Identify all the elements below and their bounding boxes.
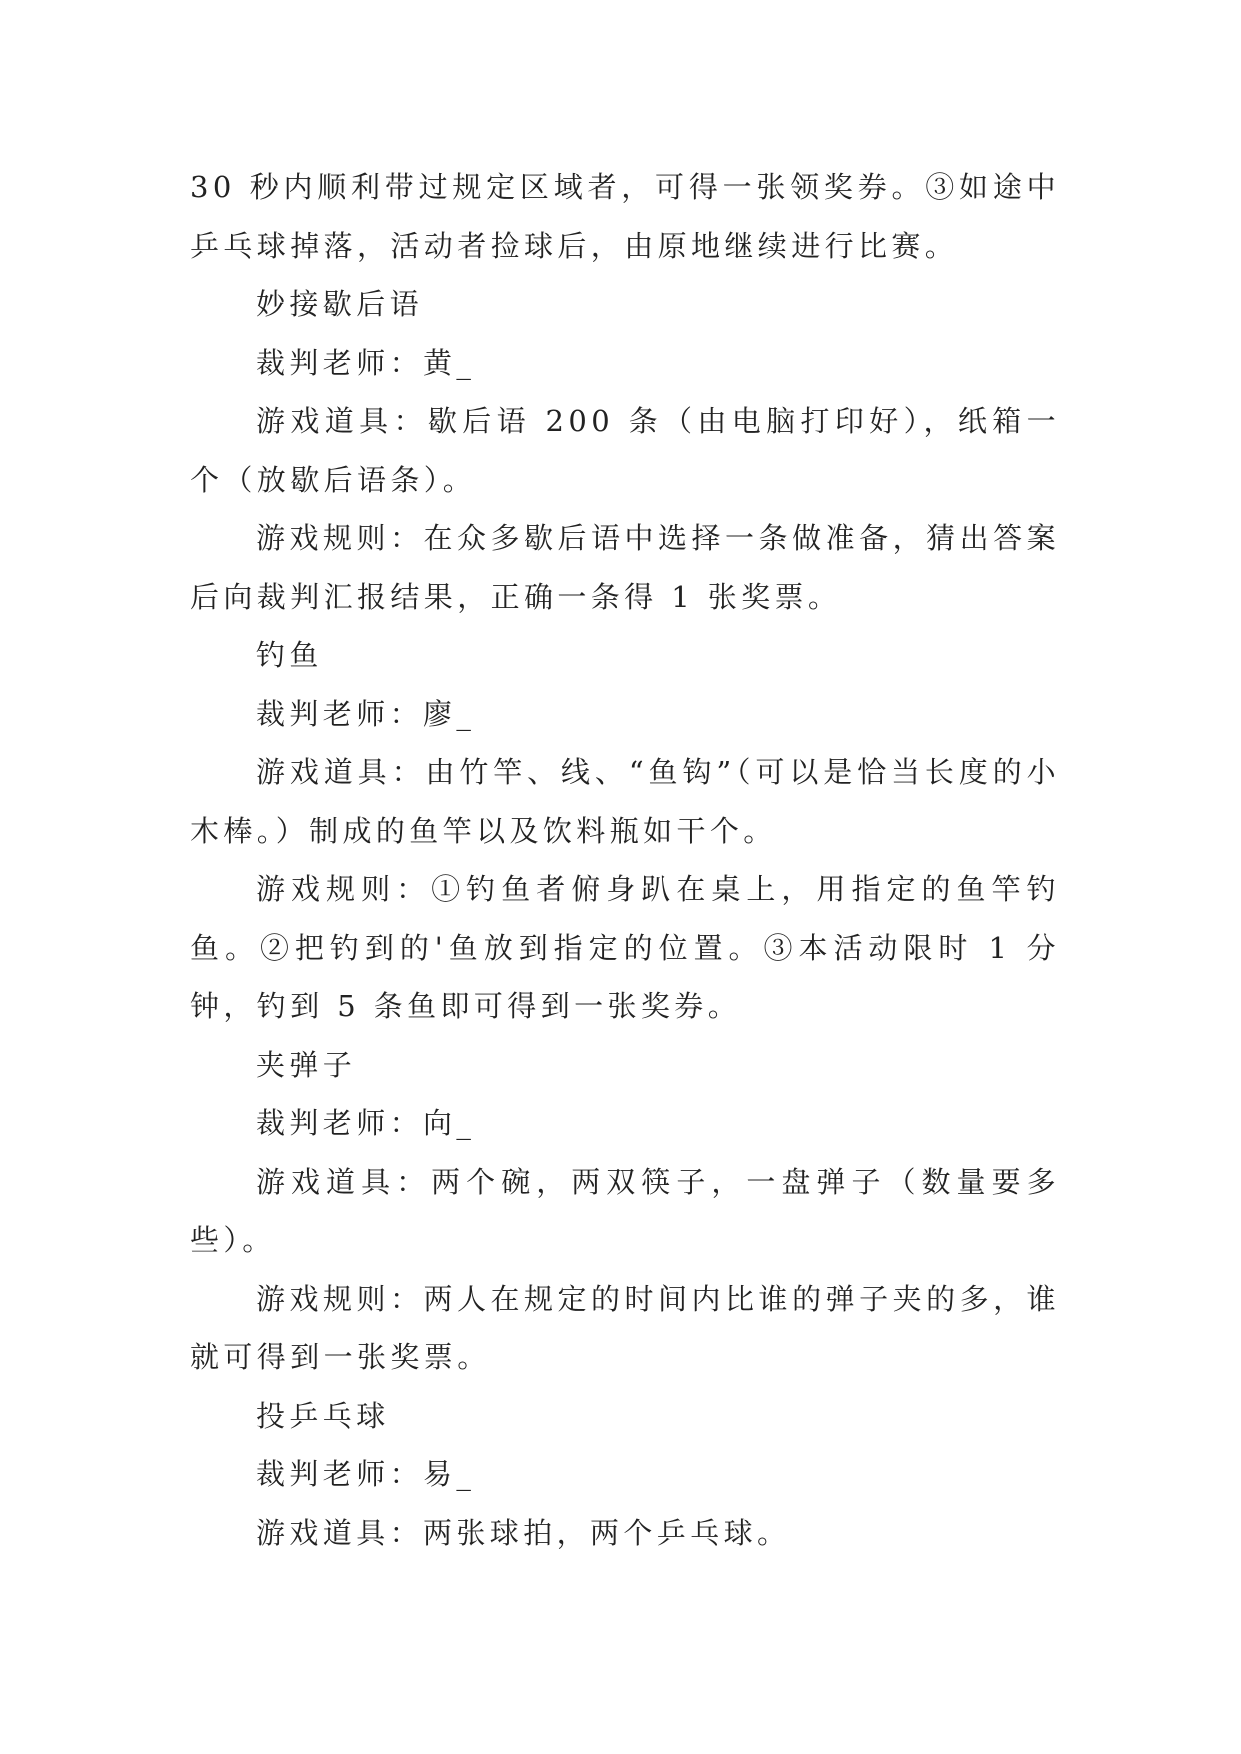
referee-line: 裁判老师：向_ [256,1106,476,1140]
referee-line: 裁判老师：易_ [256,1457,476,1491]
props-line: 游戏道具：两个碗，两双筷子，一盘弹子（数量要多些）。 [190,1164,1060,1257]
rules-line: 游戏规则：在众多歇后语中选择一条做准备，猜出答案后向裁判汇报结果，正确一条得 1 张奖票。 [190,521,1060,614]
referee-line: 裁判老师：廖_ [256,696,476,731]
props-line: 游戏道具：两张球拍，两个乒乓球。 [256,1515,791,1550]
props-line: 游戏道具：歇后语 200 条（由电脑打印好），纸箱一个（放歇后语条）。 [190,404,1060,497]
rules-line: 游戏规则：①钓鱼者俯身趴在桌上，用指定的鱼竿钓鱼。②把钓到的'鱼放到指定的位置。③本活动限时 1 分钟，钓到 5 条鱼即可得到一张奖券。 [190,872,1060,1023]
referee-line: 裁判老师：黄_ [256,345,476,380]
section-heading-fishing: 钓鱼 [256,638,323,672]
section-heading-pingpong: 投乒乓球 [256,1398,390,1433]
document-body [190,158,1060,1562]
paragraph-continuation: 30 秒内顺利带过规定区域者，可得一张领奖券。③如途中乒乓球掉落，活动者捡球后，由原地继续进行比赛。 [190,170,1060,263]
rules-line: 游戏规则：两人在规定的时间内比谁的弹子夹的多，谁就可得到一张奖票。 [190,1281,1060,1374]
section-heading-marbles: 夹弹子 [256,1047,357,1082]
props-line: 游戏道具：由竹竿、线、“鱼钩”（可以是恰当长度的小木棒。）制成的鱼竿以及饮料瓶如干个。 [190,755,1060,848]
section-heading-idiom: 妙接歇后语 [256,287,424,321]
